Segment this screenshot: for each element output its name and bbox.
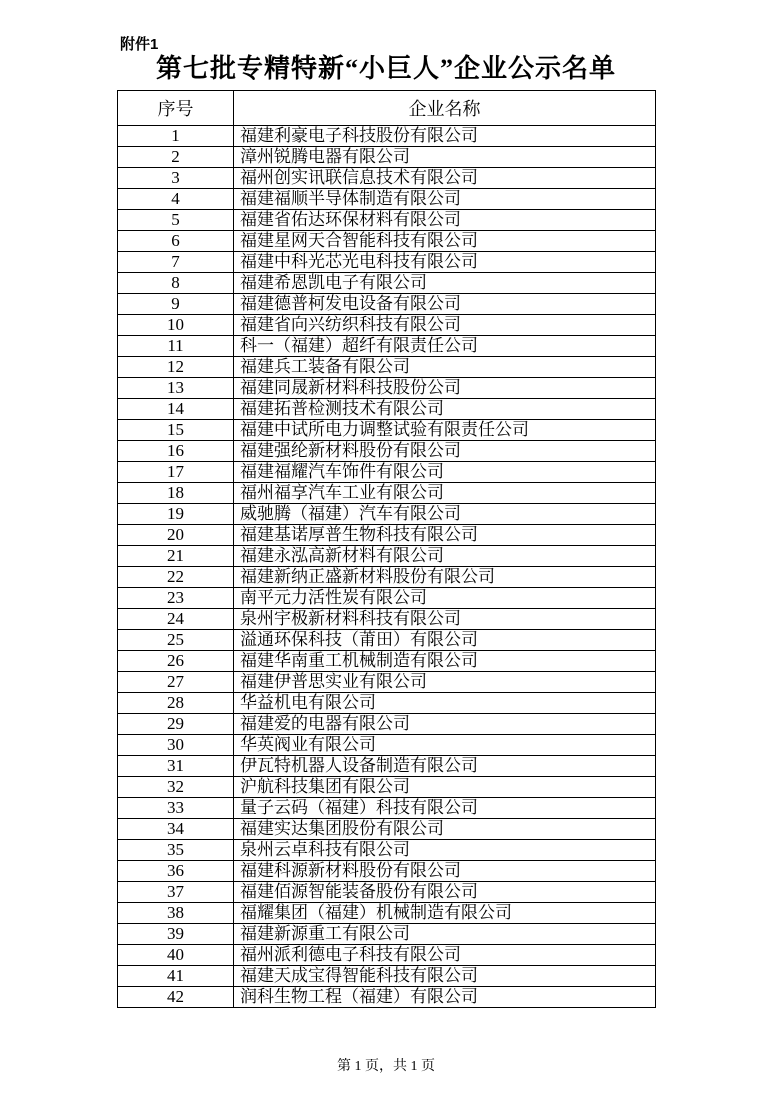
- row-company-name: 漳州锐腾电器有限公司: [234, 147, 656, 168]
- row-serial-number: 41: [118, 966, 234, 987]
- table-row: [118, 126, 656, 147]
- row-company-name: 福建永泓高新材料有限公司: [234, 546, 656, 567]
- column-header-serial-number: 序号: [118, 91, 234, 126]
- table-body: [118, 126, 656, 1008]
- row-serial-number: 38: [118, 903, 234, 924]
- row-serial-number: 5: [118, 210, 234, 231]
- table-row: [118, 504, 656, 525]
- row-company-name: 福建拓普检测技术有限公司: [234, 399, 656, 420]
- row-serial-number: 7: [118, 252, 234, 273]
- table-row: [118, 693, 656, 714]
- table-row: [118, 945, 656, 966]
- table-row: [118, 714, 656, 735]
- row-company-name: 福建福顺半导体制造有限公司: [234, 189, 656, 210]
- row-serial-number: 16: [118, 441, 234, 462]
- row-serial-number: 4: [118, 189, 234, 210]
- row-company-name: 福建利豪电子科技股份有限公司: [234, 126, 656, 147]
- table-row: [118, 777, 656, 798]
- table-row: [118, 819, 656, 840]
- row-company-name: 沪航科技集团有限公司: [234, 777, 656, 798]
- row-company-name: 量子云码（福建）科技有限公司: [234, 798, 656, 819]
- table-row: [118, 210, 656, 231]
- row-company-name: 福建兵工装备有限公司: [234, 357, 656, 378]
- row-serial-number: 18: [118, 483, 234, 504]
- row-company-name: 溢通环保科技（莆田）有限公司: [234, 630, 656, 651]
- row-company-name: 福建新纳正盛新材料股份有限公司: [234, 567, 656, 588]
- row-company-name: 华益机电有限公司: [234, 693, 656, 714]
- row-company-name: 科一（福建）超纤有限责任公司: [234, 336, 656, 357]
- row-company-name: 福耀集团（福建）机械制造有限公司: [234, 903, 656, 924]
- table-header-row: [118, 91, 656, 126]
- table-row: [118, 882, 656, 903]
- table-row: [118, 273, 656, 294]
- row-company-name: 福建佰源智能装备股份有限公司: [234, 882, 656, 903]
- table-row: [118, 294, 656, 315]
- row-serial-number: 34: [118, 819, 234, 840]
- row-company-name: 福建德普柯发电设备有限公司: [234, 294, 656, 315]
- table-row: [118, 399, 656, 420]
- row-company-name: 南平元力活性炭有限公司: [234, 588, 656, 609]
- attachment-label: 附件1: [120, 36, 159, 53]
- row-company-name: 福建星网天合智能科技有限公司: [234, 231, 656, 252]
- row-company-name: 福建同晟新材料科技股份公司: [234, 378, 656, 399]
- row-serial-number: 35: [118, 840, 234, 861]
- row-serial-number: 1: [118, 126, 234, 147]
- row-company-name: 福建新源重工有限公司: [234, 924, 656, 945]
- table-row: [118, 378, 656, 399]
- row-serial-number: 24: [118, 609, 234, 630]
- row-serial-number: 26: [118, 651, 234, 672]
- row-serial-number: 37: [118, 882, 234, 903]
- row-company-name: 福建伊普思实业有限公司: [234, 672, 656, 693]
- row-company-name: 福州派利德电子科技有限公司: [234, 945, 656, 966]
- row-serial-number: 9: [118, 294, 234, 315]
- row-company-name: 福建华南重工机械制造有限公司: [234, 651, 656, 672]
- table-row: [118, 966, 656, 987]
- row-company-name: 华英阀业有限公司: [234, 735, 656, 756]
- row-serial-number: 17: [118, 462, 234, 483]
- table-row: [118, 861, 656, 882]
- column-header-company-name: 企业名称: [234, 91, 656, 126]
- row-serial-number: 39: [118, 924, 234, 945]
- table-row: [118, 147, 656, 168]
- row-serial-number: 33: [118, 798, 234, 819]
- table-row: [118, 672, 656, 693]
- row-company-name: 伊瓦特机器人设备制造有限公司: [234, 756, 656, 777]
- row-serial-number: 22: [118, 567, 234, 588]
- table-row: [118, 567, 656, 588]
- table-row: [118, 924, 656, 945]
- page-number-footer: 第 1 页，共 1 页: [337, 1059, 435, 1074]
- row-company-name: 福建福耀汽车饰件有限公司: [234, 462, 656, 483]
- row-company-name: 福州创实讯联信息技术有限公司: [234, 168, 656, 189]
- table-row: [118, 315, 656, 336]
- row-company-name: 福建爱的电器有限公司: [234, 714, 656, 735]
- table-row: [118, 462, 656, 483]
- row-company-name: 福建实达集团股份有限公司: [234, 819, 656, 840]
- table-row: [118, 735, 656, 756]
- row-serial-number: 3: [118, 168, 234, 189]
- row-serial-number: 23: [118, 588, 234, 609]
- table-row: [118, 609, 656, 630]
- table-row: [118, 168, 656, 189]
- row-serial-number: 8: [118, 273, 234, 294]
- table-row: [118, 231, 656, 252]
- table-row: [118, 420, 656, 441]
- row-serial-number: 42: [118, 987, 234, 1008]
- row-serial-number: 31: [118, 756, 234, 777]
- table-row: [118, 546, 656, 567]
- row-serial-number: 6: [118, 231, 234, 252]
- row-company-name: 威驰腾（福建）汽车有限公司: [234, 504, 656, 525]
- row-company-name: 福建天成宝得智能科技有限公司: [234, 966, 656, 987]
- row-company-name: 福建省向兴纺织科技有限公司: [234, 315, 656, 336]
- row-serial-number: 13: [118, 378, 234, 399]
- table-row: [118, 756, 656, 777]
- row-company-name: 泉州云卓科技有限公司: [234, 840, 656, 861]
- table-row: [118, 441, 656, 462]
- row-company-name: 福州福享汽车工业有限公司: [234, 483, 656, 504]
- table-row: [118, 630, 656, 651]
- row-serial-number: 21: [118, 546, 234, 567]
- row-serial-number: 40: [118, 945, 234, 966]
- row-serial-number: 12: [118, 357, 234, 378]
- row-company-name: 泉州宇极新材料科技有限公司: [234, 609, 656, 630]
- table-row: [118, 840, 656, 861]
- row-serial-number: 36: [118, 861, 234, 882]
- row-serial-number: 20: [118, 525, 234, 546]
- row-serial-number: 25: [118, 630, 234, 651]
- table-row: [118, 189, 656, 210]
- row-serial-number: 19: [118, 504, 234, 525]
- table-row: [118, 903, 656, 924]
- table-row: [118, 987, 656, 1008]
- row-company-name: 福建中试所电力调整试验有限责任公司: [234, 420, 656, 441]
- row-company-name: 福建希恩凯电子有限公司: [234, 273, 656, 294]
- row-company-name: 福建省佑达环保材料有限公司: [234, 210, 656, 231]
- row-company-name: 福建强纶新材料股份有限公司: [234, 441, 656, 462]
- row-serial-number: 2: [118, 147, 234, 168]
- row-company-name: 福建科源新材料股份有限公司: [234, 861, 656, 882]
- row-company-name: 福建基诺厚普生物科技有限公司: [234, 525, 656, 546]
- row-company-name: 润科生物工程（福建）有限公司: [234, 987, 656, 1008]
- table-row: [118, 483, 656, 504]
- row-serial-number: 28: [118, 693, 234, 714]
- row-serial-number: 32: [118, 777, 234, 798]
- row-serial-number: 27: [118, 672, 234, 693]
- table-row: [118, 588, 656, 609]
- table-row: [118, 525, 656, 546]
- table-row: [118, 357, 656, 378]
- row-serial-number: 11: [118, 336, 234, 357]
- row-serial-number: 29: [118, 714, 234, 735]
- page-title: 第七批专精特新“小巨人”企业公示名单: [155, 54, 616, 83]
- row-serial-number: 15: [118, 420, 234, 441]
- row-company-name: 福建中科光芯光电科技有限公司: [234, 252, 656, 273]
- row-serial-number: 14: [118, 399, 234, 420]
- table-row: [118, 252, 656, 273]
- table-row: [118, 336, 656, 357]
- table-row: [118, 798, 656, 819]
- row-serial-number: 10: [118, 315, 234, 336]
- row-serial-number: 30: [118, 735, 234, 756]
- company-table: [117, 90, 656, 1008]
- table-row: [118, 651, 656, 672]
